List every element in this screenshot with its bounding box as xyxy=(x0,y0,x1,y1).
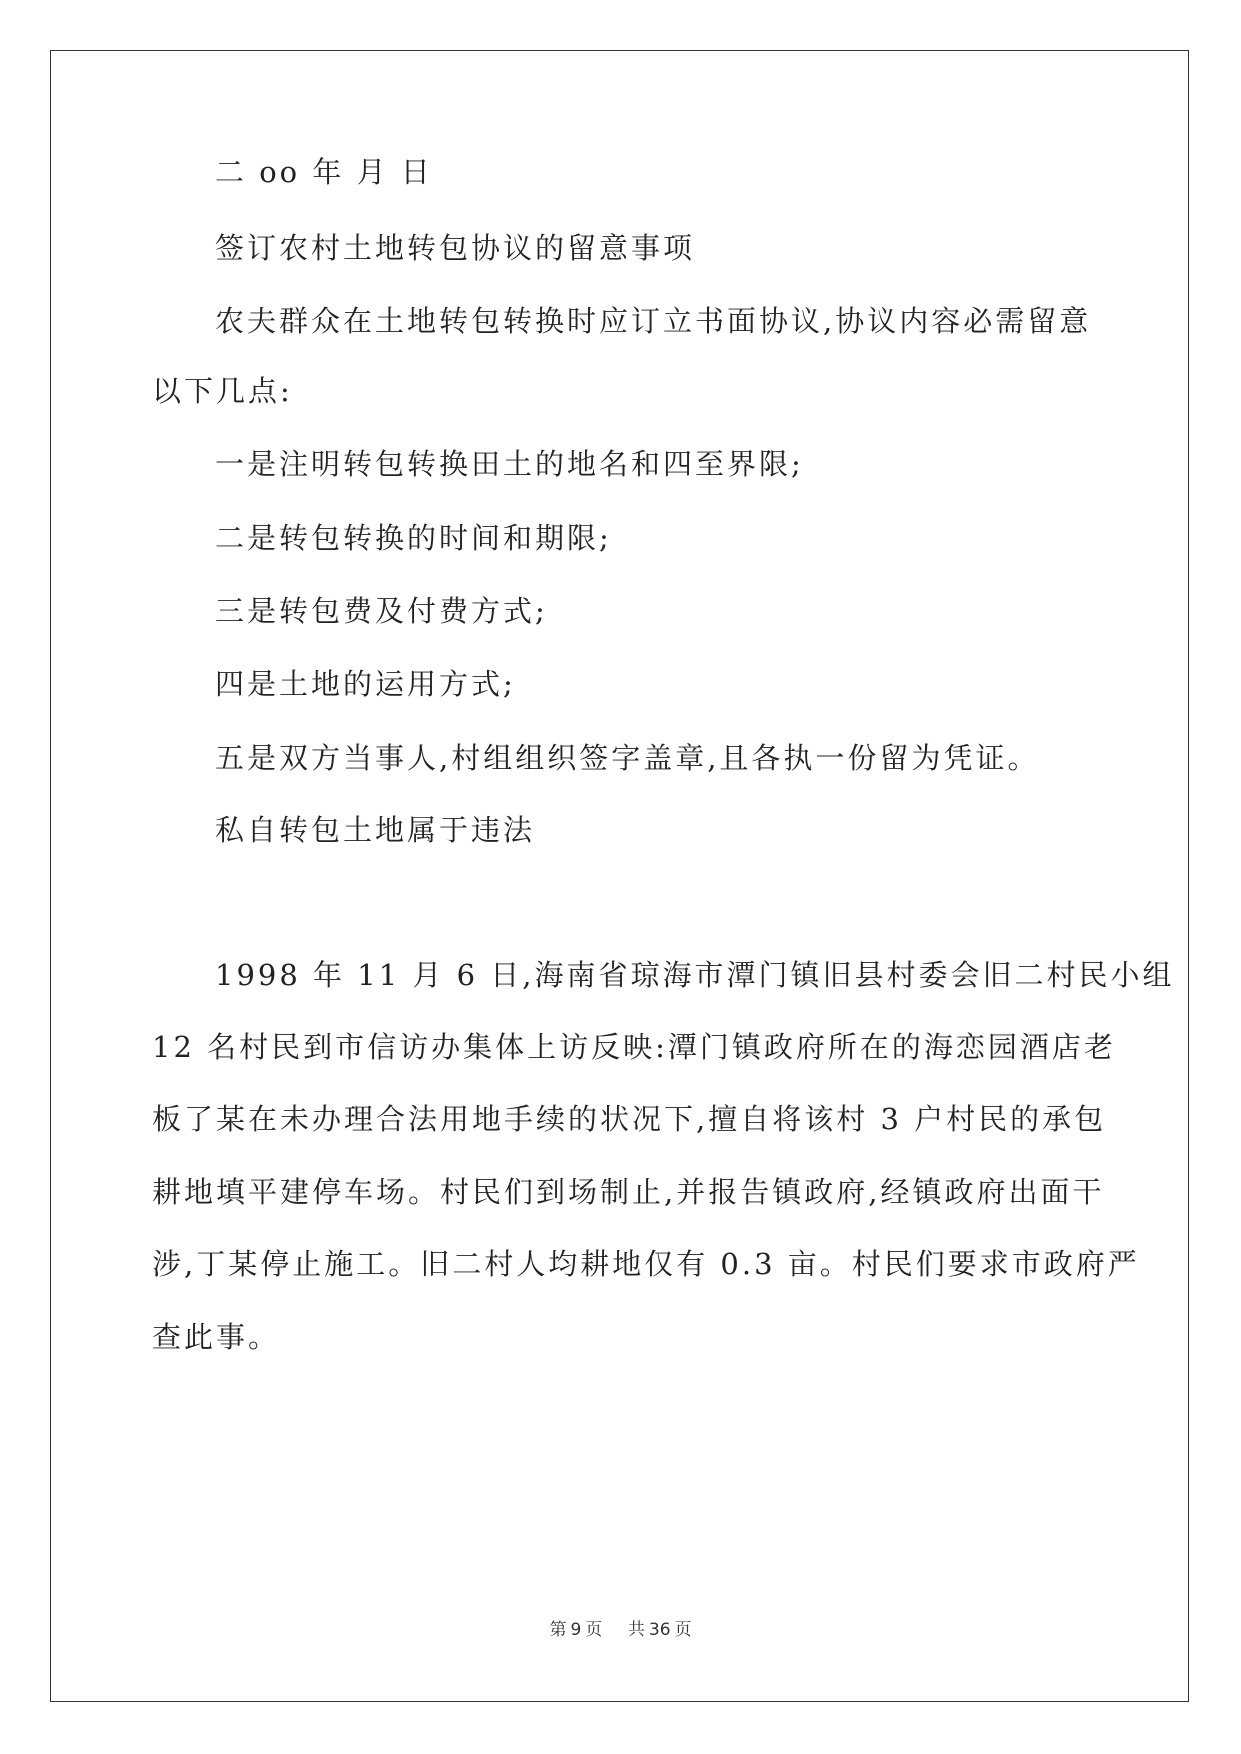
page-footer xyxy=(0,1615,1241,1640)
current-page-number: 9 xyxy=(570,1620,582,1640)
paragraph-line: 涉,丁某停止施工。旧二村人均耕地仅有 0.3 亩。村民们要求市政府严 xyxy=(152,1247,1140,1281)
footer-total-suffix: 页 xyxy=(674,1620,692,1640)
paragraph-line: 查此事。 xyxy=(152,1320,281,1354)
list-item: 二是转包转换的时间和期限; xyxy=(215,521,612,555)
list-item: 一是注明转包转换田土的地名和四至界限; xyxy=(215,447,804,481)
paragraph-line: 板了某在未办理合法用地手续的状况下,擅自将该村 3 户村民的承包 xyxy=(152,1102,1107,1136)
date-line: 二 oo 年 月 日 xyxy=(215,155,433,189)
page-border xyxy=(50,50,1189,1702)
paragraph-line: 12 名村民到市信访办集体上访反映:潭门镇政府所在的海恋园酒店老 xyxy=(152,1030,1116,1064)
footer-page-word: 页 xyxy=(585,1620,603,1640)
paragraph-line: 农夫群众在土地转包转换时应订立书面协议,协议内容必需留意 xyxy=(215,304,1092,338)
paragraph-line: 以下几点: xyxy=(152,374,293,408)
list-item: 四是土地的运用方式; xyxy=(215,667,516,701)
total-pages-number: 36 xyxy=(648,1620,671,1640)
paragraph-line: 1998 年 11 月 6 日,海南省琼海市潭门镇旧县村委会旧二村民小组 xyxy=(215,958,1175,992)
footer-total-prefix: 共 xyxy=(627,1620,645,1640)
section-heading: 私自转包土地属于违法 xyxy=(215,813,536,847)
paragraph-line: 耕地填平建停车场。村民们到场制止,并报告镇政府,经镇政府出面干 xyxy=(152,1175,1105,1209)
section-heading: 签订农村土地转包协议的留意事项 xyxy=(215,231,696,265)
footer-prefix: 第 xyxy=(549,1620,567,1640)
list-item: 五是双方当事人,村组组织签字盖章,且各执一份留为凭证。 xyxy=(215,741,1040,775)
list-item: 三是转包费及付费方式; xyxy=(215,594,548,628)
